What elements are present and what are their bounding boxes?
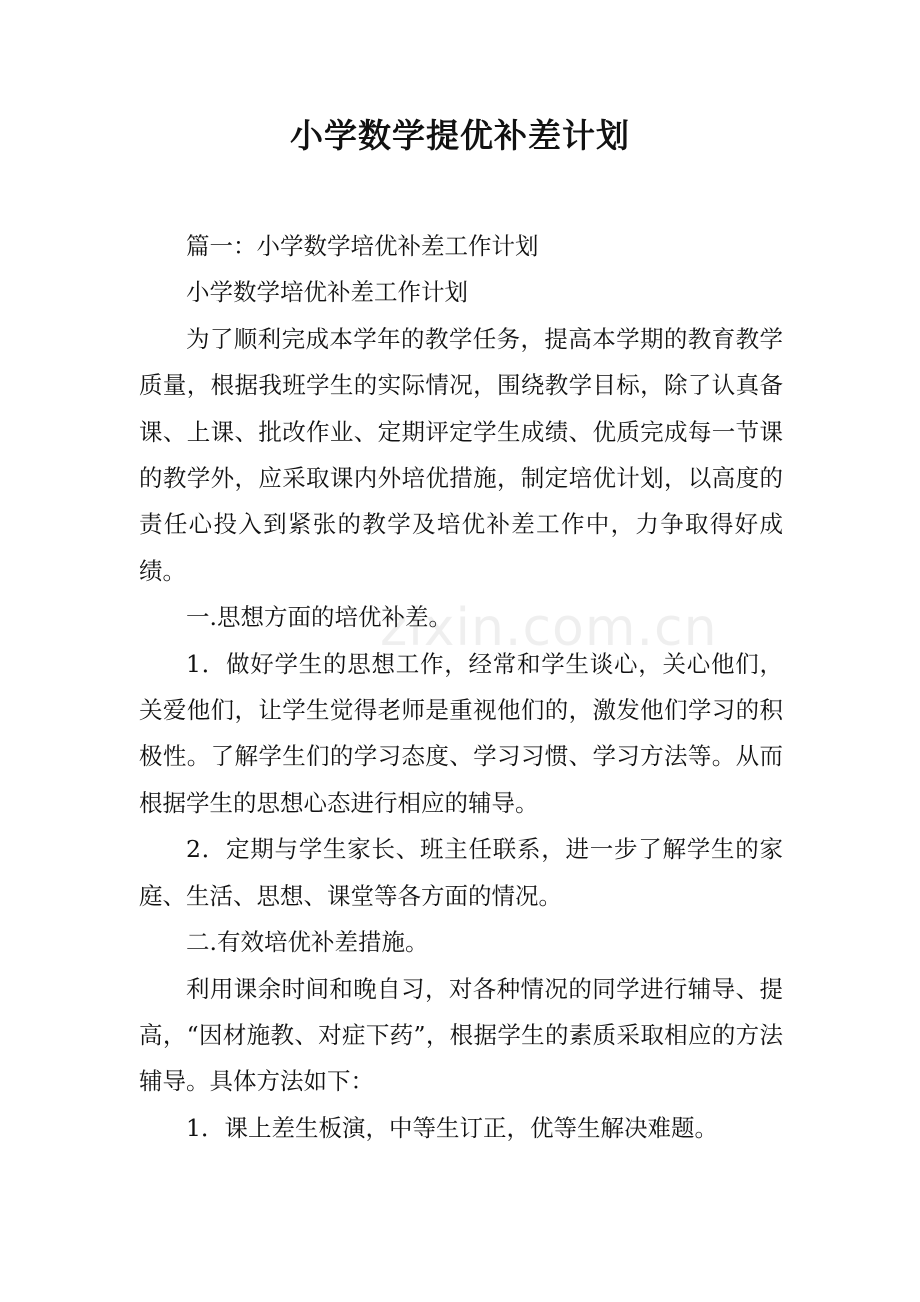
paragraph-heading-1: 一.思想方面的培优补差。	[186, 603, 452, 632]
paragraph-heading-2: 二.有效培优补差措施。	[186, 928, 429, 957]
paragraph-method-1: 1．课上差生板演，中等生订正，优等生解决难题。	[186, 1113, 718, 1142]
watermark: zixin.com.cn	[380, 598, 718, 658]
paragraph-item-1: 1．做好学生的思想工作，经常和学生谈心，关心他们，关爱他们，让学生觉得老师是重视他们的，激发他们学习的积极性。了解学生们的学习态度、学习习惯、学习方法等。从而根据学生的思想心态进行相应的辅导。	[139, 649, 783, 817]
paragraph-methods: 利用课余时间和晚自习，对各种情况的同学进行辅导、提高，“因材施教、对症下药”，根据学生的素质采取相应的方法辅导。具体方法如下：	[139, 974, 783, 1096]
paragraph-subtitle: 小学数学培优补差工作计划	[186, 278, 468, 307]
paragraph-section-heading: 篇一：小学数学培优补差工作计划	[186, 232, 539, 260]
paragraph-item-2: 2．定期与学生家长、班主任联系，进一步了解学生的家庭、生活、思想、课堂等各方面的情况。	[139, 835, 783, 910]
document-title: 小学数学提优补差计划	[290, 116, 630, 155]
document-body	[139, 223, 783, 1151]
paragraph-intro: 为了顺利完成本学年的教学任务，提高本学期的教育教学质量，根据我班学生的实际情况，围绕教学目标，除了认真备课、上课、批改作业、定期评定学生成绩、优质完成每一节课的教学外，应采取课内外培优措施，制定培优计划，以高度的责任心投入到紧张的教学及培优补差工作中，力争取得好成绩。	[139, 324, 783, 585]
